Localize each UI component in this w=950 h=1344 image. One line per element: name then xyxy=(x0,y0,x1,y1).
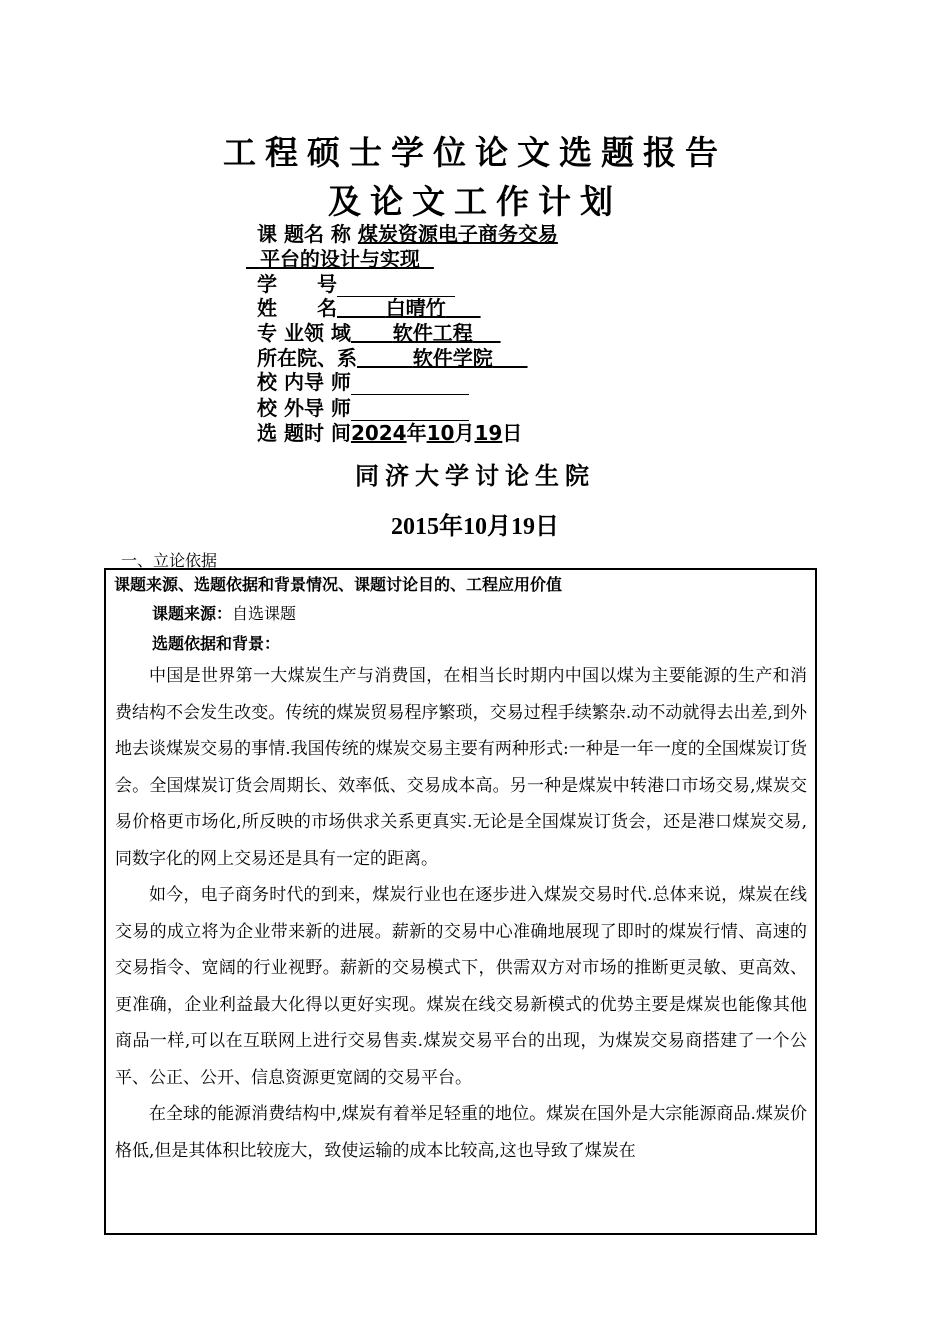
date-day-unit: 日 xyxy=(502,421,523,445)
department-row xyxy=(257,346,528,371)
date-year: 2024 xyxy=(350,421,407,445)
date-row xyxy=(257,421,522,446)
inner-advisor-row xyxy=(257,370,469,395)
name-label: 姓 名 xyxy=(257,296,337,320)
student-id-blank xyxy=(337,276,455,297)
report-title: 工程硕士学位论文选题报告 xyxy=(223,133,727,172)
name-row xyxy=(257,296,481,321)
major-value: 软件工程 xyxy=(392,321,473,345)
department-value: 软件学院 xyxy=(412,346,493,370)
major-row xyxy=(257,321,501,346)
paragraph: 如今，电子商务时代的到来，煤炭行业也在逐步进入煤炭交易时代.总体来说，煤炭在线交易的成立将为企业带来新的进展。薪新的交易中心准确地展现了即时的煤炭行情、高速的交易指令、宽阔的行业视野。薪新的交易模式下，供需双方对市场的推断更灵敏、更高效、更准确，企业利益最大化得以更好实现。煤炭在线交易新模式的优势主要是煤炭也能像其他商品一样,可以在互联网上进行交易售卖.煤炭交易平台的出现，为煤炭交易商搭建了一个公平、公正、公开、信息资源更宽阔的交易平台。 xyxy=(115,885,807,1088)
inner-advisor-blank xyxy=(351,374,469,395)
topic-value: 煤炭资源电子商务交易 xyxy=(357,222,558,246)
student-id-row xyxy=(257,272,455,297)
department-label: 所在院、系 xyxy=(257,346,357,370)
outer-advisor-label: 校 外导 师 xyxy=(257,396,351,420)
topic-row xyxy=(257,222,558,247)
paragraph: 在全球的能源消费结构中,煤炭有着举足轻重的地位。煤炭在国外是大宗能源商品.煤炭价格低,但是其体积比较庞大，致使运输的成本比较高,这也导致了煤炭在 xyxy=(115,1104,807,1161)
topic-row-continued xyxy=(246,247,434,272)
name-value: 白晴竹 xyxy=(385,296,446,320)
box-header: 课题来源、选题依据和背景情况、课题讨论目的、工程应用价值 xyxy=(114,575,563,594)
topic-value-continued: 平台的设计与实现 xyxy=(259,247,420,271)
outer-advisor-row xyxy=(257,396,469,421)
basis-label: 选题依据和背景： xyxy=(152,634,281,653)
date-year-unit: 年 xyxy=(406,421,427,445)
inner-advisor-label: 校 内导 师 xyxy=(257,370,351,394)
report-date: 2015年10月19日 xyxy=(391,514,559,540)
date-month: 10 xyxy=(426,421,455,445)
student-id-label: 学 号 xyxy=(257,272,337,296)
outer-advisor-blank xyxy=(351,400,469,421)
section-heading: 一、立论依据 xyxy=(121,551,218,570)
content-box xyxy=(104,568,817,1235)
paragraph: 中国是世界第一大煤炭生产与消费国，在相当长时期内中国以煤为主要能源的生产和消费结构不会发生改变。传统的煤炭贸易程序繁琐，交易过程手续繁杂.动不动就得去出差,到外地去谈煤炭交易的事情.我国传统的煤炭交易主要有两种形式:一种是一年一度的全国煤炭订货会。全国煤炭订货会周期长、效率低、交易成本高。另一种是煤炭中转港口市场交易,煤炭交易价格更市场化,所反映的市场供求关系更真实.无论是全国煤炭订货会，还是港口煤炭交易,同数字化的网上交易还是具有一定的距离。 xyxy=(115,666,807,869)
major-label: 专 业领 域 xyxy=(257,321,351,345)
source-label: 课题来源： xyxy=(152,604,233,623)
source-value: 自选课题 xyxy=(232,604,297,623)
basis-row xyxy=(152,632,815,656)
report-subtitle: 及论文工作计划 xyxy=(328,182,622,221)
date-day: 19 xyxy=(474,421,503,445)
date-month-unit: 月 xyxy=(454,421,475,445)
date-label: 选 题时 间 xyxy=(257,421,351,445)
topic-label: 课 题名 称 xyxy=(257,222,351,246)
school-name: 同济大学讨论生院 xyxy=(355,462,595,490)
source-row xyxy=(152,602,815,626)
